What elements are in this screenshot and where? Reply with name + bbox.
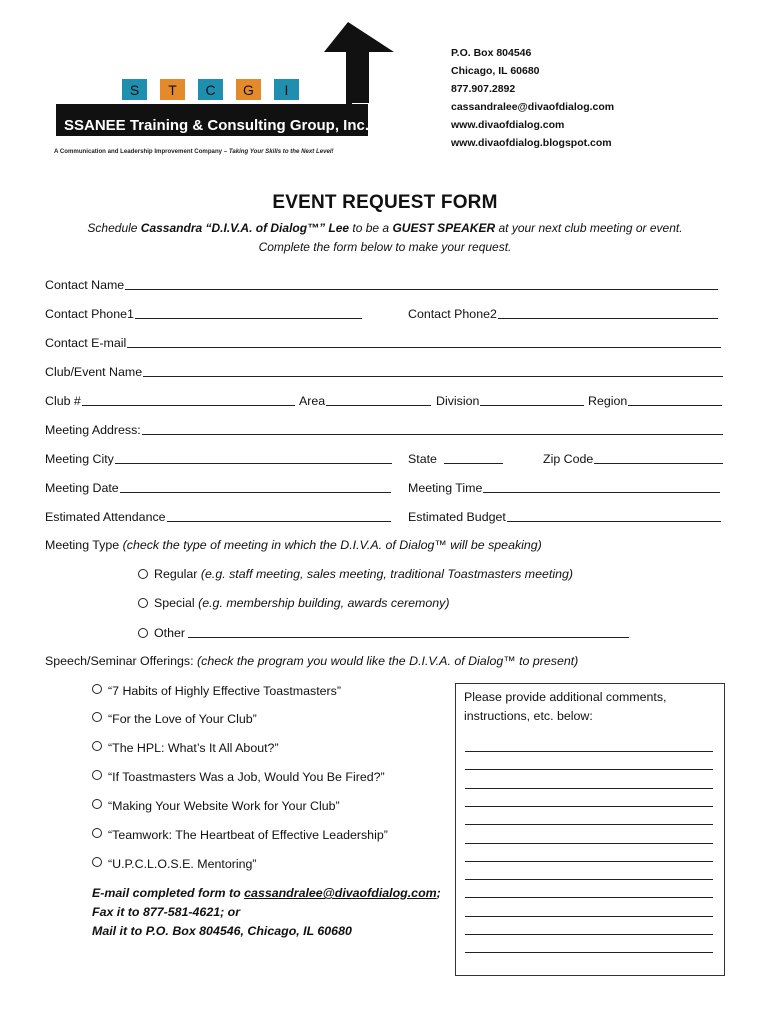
offering-item[interactable]: “For the Love of Your Club” <box>92 712 257 726</box>
company-tagline: A Communication and Leadership Improvement Company – Taking Your Skills to the Next Level! <box>54 148 334 155</box>
subtitle-line1: Schedule Cassandra “D.I.V.A. of Dialog™” Lee to be a GUEST SPEAKER at your next club meeting or event. <box>87 221 683 235</box>
po-box: P.O. Box 804546 <box>451 47 532 59</box>
region-field[interactable] <box>628 393 722 406</box>
radio-circle-icon[interactable] <box>92 684 102 694</box>
state-row <box>408 451 503 466</box>
contact-name-field[interactable] <box>125 277 718 290</box>
estimated-attendance-label: Estimated Attendance <box>45 510 166 524</box>
estimated-attendance-field[interactable] <box>167 509 391 522</box>
city: Chicago, IL 60680 <box>451 65 540 77</box>
offering-item[interactable]: “7 Habits of Highly Effective Toastmasters” <box>92 684 341 698</box>
area-row <box>299 393 431 408</box>
meeting-time-row <box>408 480 720 495</box>
meeting-address-label: Meeting Address: <box>45 423 141 437</box>
contact-email-field[interactable] <box>127 335 721 348</box>
meeting-date-row <box>45 480 391 495</box>
estimated-budget-row <box>408 509 721 524</box>
logo-letter: I <box>284 82 289 98</box>
contact-phone1-field[interactable] <box>135 306 362 319</box>
comment-line[interactable] <box>465 934 713 935</box>
meeting-type-other-field[interactable] <box>188 625 629 638</box>
contact-phone2-field[interactable] <box>498 306 718 319</box>
radio-circle-icon[interactable] <box>138 598 148 608</box>
division-row <box>436 393 584 408</box>
contact-phone1-label: Contact Phone1 <box>45 307 134 321</box>
fax-line: Fax it to 877-581-4621; or <box>92 905 241 919</box>
comment-line[interactable] <box>465 751 713 752</box>
form-title: EVENT REQUEST FORM <box>272 192 498 213</box>
offering-item[interactable]: “Teamwork: The Heartbeat of Effective Leadership” <box>92 828 388 842</box>
meeting-address-row <box>45 422 723 437</box>
club-event-name-label: Club/Event Name <box>45 365 143 379</box>
club-number-row <box>45 393 295 408</box>
offerings-heading: Speech/Seminar Offerings: (check the program you would like the D.I.V.A. of Dialog™ to present) <box>45 654 579 668</box>
state-label: State <box>408 452 437 466</box>
division-field[interactable] <box>480 393 584 406</box>
estimated-attendance-row <box>45 509 391 524</box>
offering-item[interactable]: “U.P.C.L.O.S.E. Mentoring” <box>92 857 257 871</box>
meeting-date-label: Meeting Date <box>45 481 119 495</box>
comment-line[interactable] <box>465 861 713 862</box>
comment-line[interactable] <box>465 769 713 770</box>
phone: 877.907.2892 <box>451 83 516 95</box>
logo-letter: C <box>205 82 216 98</box>
area-label: Area <box>299 394 326 408</box>
submission-instructions: E-mail completed form to cassandralee@divaofdialog.com; Fax it to 877-581-4621; or Mail it to P.O. Box 804546, Chicago, IL 60680 <box>92 884 441 941</box>
company-name: SSANEE Training & Consulting Group, Inc. <box>64 117 370 134</box>
comment-line[interactable] <box>465 824 713 825</box>
division-label: Division <box>436 394 480 408</box>
logo-letter: S <box>129 82 140 98</box>
comments-box[interactable] <box>455 683 725 976</box>
meeting-type-heading: Meeting Type (check the type of meeting in which the D.I.V.A. of Dialog™ will be speaking) <box>45 538 542 552</box>
radio-circle-icon[interactable] <box>138 569 148 579</box>
contact-name-label: Contact Name <box>45 278 125 292</box>
radio-circle-icon[interactable] <box>92 828 102 838</box>
comment-line[interactable] <box>465 806 713 807</box>
radio-circle-icon[interactable] <box>92 799 102 809</box>
contact-phone2-row <box>408 306 718 321</box>
region-row <box>588 393 722 408</box>
region-label: Region <box>588 394 628 408</box>
contact-phone2-label: Contact Phone2 <box>408 307 497 321</box>
meeting-type-other[interactable]: Other <box>138 625 629 640</box>
comments-prompt: Please provide additional comments, instructions, etc. below: <box>464 690 667 723</box>
radio-circle-icon[interactable] <box>92 857 102 867</box>
mail-line: Mail it to P.O. Box 804546, Chicago, IL 60680 <box>92 924 352 938</box>
radio-circle-icon[interactable] <box>92 712 102 722</box>
meeting-date-field[interactable] <box>120 480 391 493</box>
contact-email-label: Contact E-mail <box>45 336 127 350</box>
estimated-budget-field[interactable] <box>507 509 721 522</box>
comment-line[interactable] <box>465 879 713 880</box>
area-field[interactable] <box>326 393 431 406</box>
offering-item[interactable]: “Making Your Website Work for Your Club” <box>92 799 340 813</box>
meeting-time-label: Meeting Time <box>408 481 483 495</box>
radio-circle-icon[interactable] <box>92 741 102 751</box>
state-field[interactable] <box>444 451 503 464</box>
estimated-budget-label: Estimated Budget <box>408 510 506 524</box>
contact-info <box>451 44 614 152</box>
contact-phone1-row <box>45 306 362 321</box>
comment-line[interactable] <box>465 843 713 844</box>
meeting-city-label: Meeting City <box>45 452 114 466</box>
contact-email-row <box>45 335 721 350</box>
offering-item[interactable]: “If Toastmasters Was a Job, Would You Be Fired?” <box>92 770 385 784</box>
meeting-address-field[interactable] <box>142 422 723 435</box>
club-event-name-field[interactable] <box>143 364 723 377</box>
logo-letter: G <box>243 82 254 98</box>
blog-link[interactable]: www.divaofdialog.blogspot.com <box>451 137 612 149</box>
zip-code-row <box>543 451 723 466</box>
radio-circle-icon[interactable] <box>92 770 102 780</box>
meeting-type-regular[interactable]: Regular (e.g. staff meeting, sales meeting, traditional Toastmasters meeting) <box>138 567 573 581</box>
website-link[interactable]: www.divaofdialog.com <box>451 119 565 131</box>
club-number-field[interactable] <box>82 393 295 406</box>
meeting-city-row <box>45 451 392 466</box>
subtitle-line2: Complete the form below to make your request. <box>258 240 512 254</box>
submit-email-link[interactable]: cassandralee@divaofdialog.com <box>244 886 437 900</box>
meeting-time-field[interactable] <box>483 480 720 493</box>
logo-letter: T <box>168 82 177 98</box>
zip-code-field[interactable] <box>594 451 723 464</box>
comment-line[interactable] <box>465 916 713 917</box>
meeting-city-field[interactable] <box>115 451 392 464</box>
comment-line[interactable] <box>465 952 713 953</box>
zip-code-label: Zip Code <box>543 452 594 466</box>
company-logo <box>48 18 408 163</box>
radio-circle-icon[interactable] <box>138 628 148 638</box>
meeting-type-special[interactable]: Special (e.g. membership building, awards ceremony) <box>138 596 449 610</box>
club-number-label: Club # <box>45 394 81 408</box>
club-event-name-row <box>45 364 723 379</box>
comment-line[interactable] <box>465 788 713 789</box>
contact-name-row <box>45 277 718 292</box>
offering-item[interactable]: “The HPL: What’s It All About?” <box>92 741 279 755</box>
comment-line[interactable] <box>465 897 713 898</box>
email-link[interactable]: cassandralee@divaofdialog.com <box>451 101 615 113</box>
